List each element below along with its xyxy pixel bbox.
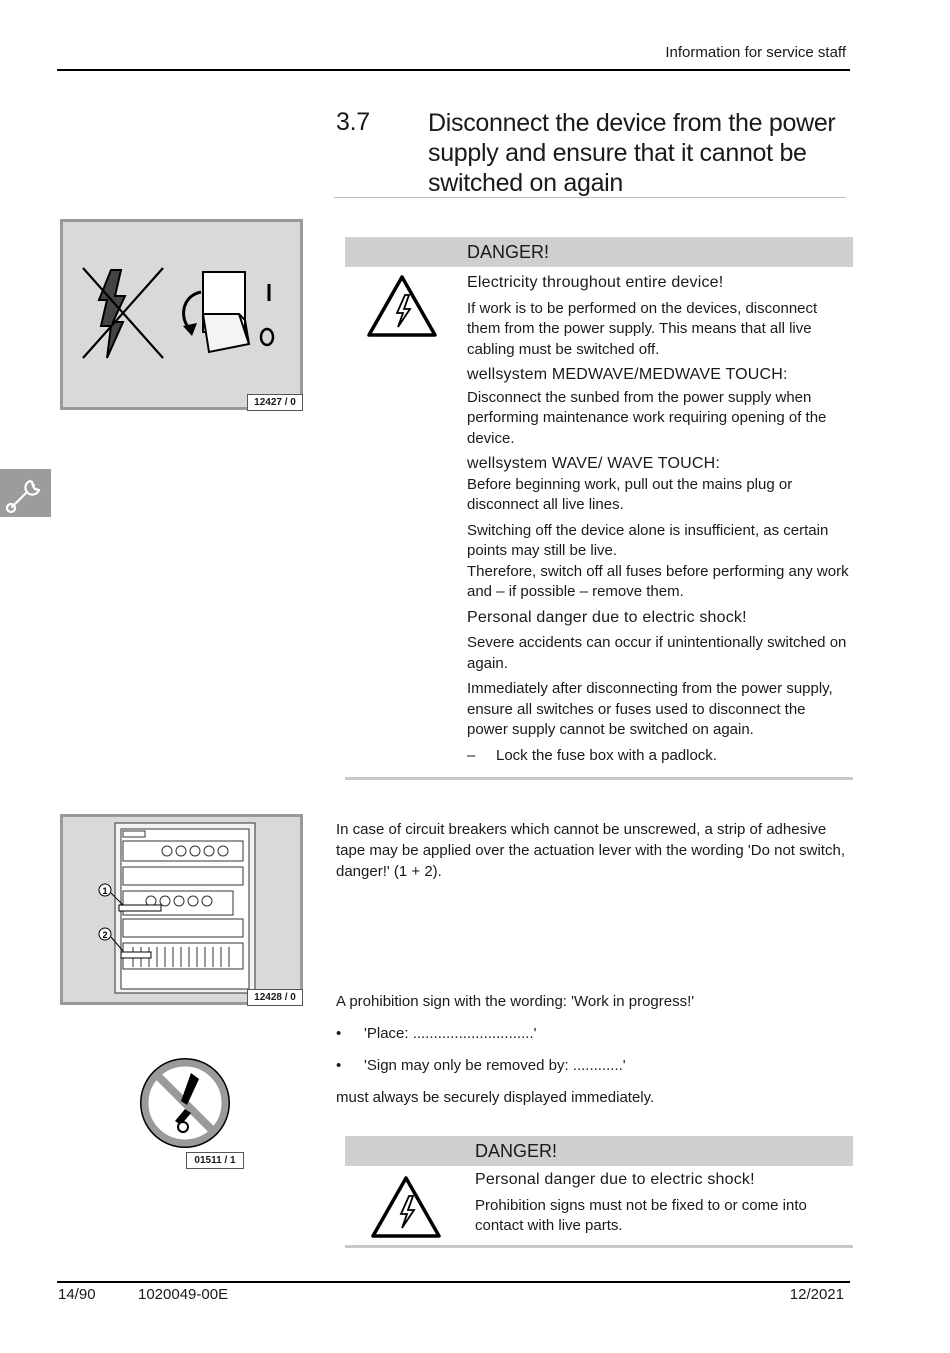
- wrench-icon: [0, 469, 51, 517]
- danger-bottom-rule: [345, 1245, 853, 1248]
- danger-paragraph: Severe accidents can occur if unintentionally switched on again.: [467, 634, 847, 672]
- danger-lead: Electricity throughout entire device!: [467, 274, 724, 291]
- document-id: 1020049-00E: [138, 1286, 229, 1303]
- running-header: Information for service staff: [665, 44, 846, 61]
- danger-lead: Personal danger due to electric shock!: [475, 1171, 755, 1188]
- body-paragraph: must always be securely displayed immediately.: [336, 1089, 655, 1106]
- title-rule: [334, 197, 846, 198]
- page-number: 14/90: [58, 1286, 96, 1303]
- danger-paragraph: If work is to be performed on the devices, disconnect them from the power supply. This means that all live cabling must be switched off.: [467, 299, 818, 358]
- section-number: 3.7: [336, 108, 370, 136]
- callout-number: 1: [102, 886, 108, 896]
- figure-power-off: [60, 219, 303, 410]
- high-voltage-warning-icon: [365, 273, 439, 339]
- figure-fuse-box: [60, 814, 303, 1005]
- model-heading: wellsystem WAVE/ WAVE TOUCH:: [467, 455, 721, 472]
- danger-body-2: [475, 1170, 815, 1242]
- model-heading: wellsystem MEDWAVE/MEDWAVE TOUCH:: [467, 366, 788, 383]
- circuit-breaker-paragraph: [336, 819, 846, 882]
- footer-rule: [57, 1281, 850, 1283]
- bullet-item: • 'Sign may only be removed by: ............': [336, 1055, 846, 1076]
- figure-label: 12427 / 0: [247, 394, 303, 411]
- document-date: 12/2021: [789, 1286, 844, 1303]
- danger-bottom-rule: [345, 777, 853, 780]
- figure-label: 12428 / 0: [247, 989, 303, 1006]
- callout-number: 2: [102, 930, 108, 940]
- danger-notice-2: [345, 1136, 853, 1248]
- figure-label: 01511 / 1: [186, 1152, 244, 1169]
- dash-marker: –: [467, 746, 476, 764]
- section-title: Disconnect the device from the power supply and ensure that it cannot be switched on again: [428, 109, 836, 197]
- fuse-box-illustration: [63, 817, 300, 1002]
- prohibition-section: [336, 991, 846, 1108]
- prohibition-switch-sign: [135, 1053, 235, 1153]
- danger-lead: Personal danger due to electric shock!: [467, 608, 747, 626]
- danger-heading-bar: [345, 1136, 853, 1166]
- danger-paragraph: Disconnect the sunbed from the power supply when performing maintenance work requiring opening of the device.: [467, 388, 827, 447]
- danger-paragraph: Immediately after disconnecting from the power supply, ensure all switches or fuses used to disconnect the power supply cannot be switched on again.: [467, 680, 833, 738]
- power-off-illustration: [63, 222, 300, 407]
- body-paragraph: A prohibition sign with the wording: 'Work in progress!': [336, 993, 695, 1010]
- dash-list-item: [467, 746, 849, 767]
- high-voltage-warning-icon: [369, 1174, 443, 1240]
- body-paragraph: In case of circuit breakers which cannot be unscrewed, a strip of adhesive tape may be applied over the actuation lever with the wording 'Do not switch, danger!' (1 + 2).: [336, 821, 845, 880]
- danger-paragraph: Prohibition signs must not be fixed to or come into contact with live parts.: [475, 1196, 807, 1234]
- service-tab: [0, 469, 51, 517]
- danger-notice-1: [345, 237, 853, 780]
- danger-heading-bar: [345, 237, 853, 267]
- danger-heading: DANGER!: [475, 1141, 558, 1161]
- danger-heading: DANGER!: [467, 242, 550, 262]
- bullet-item: • 'Place: .............................': [336, 1023, 846, 1044]
- danger-paragraph: Therefore, switch off all fuses before performing any work and – if possible – remove them.: [467, 562, 849, 600]
- danger-body-1: [467, 273, 849, 771]
- header-rule: [57, 69, 850, 71]
- danger-paragraph: Before beginning work, pull out the mains plug or disconnect all live lines.: [467, 475, 793, 513]
- dash-item-text: Lock the fuse box with a padlock.: [496, 746, 717, 764]
- danger-paragraph: Switching off the device alone is insufficient, as certain points may still be live.: [467, 521, 829, 559]
